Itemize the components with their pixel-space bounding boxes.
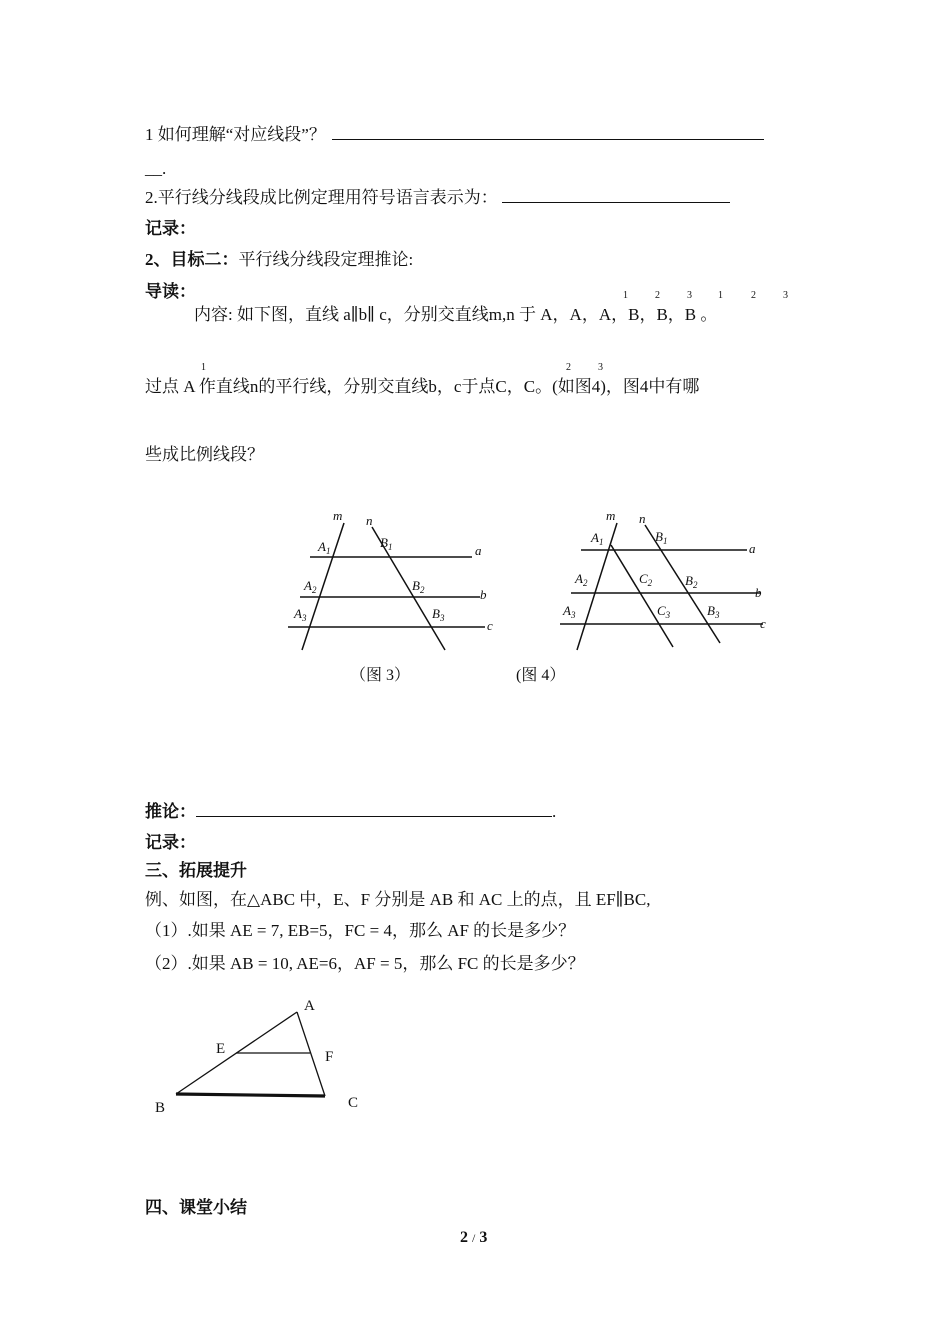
figure-ref: 4 — [591, 377, 601, 396]
label-A: A — [304, 998, 315, 1014]
question-2 — [145, 187, 730, 209]
intersection-points: A，A，A，B，B，B — [540, 305, 697, 324]
label-n: n — [639, 511, 646, 526]
content-mid-2: 的平行线，分别交直线 — [258, 377, 429, 396]
content-line-1 — [194, 304, 717, 326]
line-b: b — [358, 305, 368, 324]
record-label-2: 记录： — [145, 833, 196, 852]
goal-2-label: 2、目标二： — [145, 250, 239, 269]
label-c: c — [487, 618, 493, 633]
subscript: 1 — [201, 362, 206, 373]
content-end-3: 中有哪 — [648, 377, 700, 396]
question-2-blank[interactable] — [502, 187, 730, 203]
line-c: c — [379, 305, 387, 324]
inference-line — [145, 801, 556, 823]
content-line-3: 些成比例线段？ — [145, 445, 264, 464]
label-C2: $C_2$ — [639, 571, 653, 588]
question-1-tail: __. — [145, 159, 167, 178]
label-b: b — [755, 585, 762, 600]
guide-label: 导读： — [145, 282, 196, 301]
line-n: n — [249, 377, 259, 396]
example-question-2: （2）.如果 AB = 10, AE=6，AF = 5，那么 FC 的长是多少？ — [145, 954, 585, 973]
label-B3: $B_3$ — [707, 603, 720, 620]
content-end-1: 。(如图 — [535, 377, 592, 396]
line-a: a — [343, 305, 351, 324]
content-prefix: 内容: 如下图，直线 — [194, 305, 339, 324]
label-B1: $B_1$ — [380, 535, 393, 552]
figure-3 — [280, 505, 510, 655]
goal-2-text: 平行线分线段定理推论: — [238, 250, 414, 269]
example-question-1: （1）.如果 AE = 7, EB=5，FC = 4，那么 AF 的长是多少？ — [145, 921, 576, 940]
question-1-text: 1 如何理解“对应线段”？ — [145, 125, 326, 144]
label-c: c — [760, 616, 766, 631]
subscript: 1 — [718, 290, 723, 301]
label-A2: $A_2$ — [575, 571, 588, 588]
label-C3: $C_3$ — [657, 603, 671, 620]
label-A3: $A_3$ — [563, 603, 576, 620]
label-A1: $A_1$ — [318, 539, 331, 556]
label-A1: $A_1$ — [591, 530, 604, 547]
points-C: C，C — [495, 377, 536, 396]
subscript: 3 — [598, 362, 603, 373]
inference-tail: . — [552, 802, 557, 821]
label-m: m — [333, 508, 343, 523]
label-B1: $B_1$ — [655, 529, 668, 546]
label-n: n — [366, 513, 373, 528]
content-yu: 于 — [519, 305, 537, 324]
content-mid-3: 于点 — [461, 377, 496, 396]
inference-blank[interactable] — [196, 801, 552, 817]
subscript: 2 — [566, 362, 571, 373]
content-prefix-2: 过点 — [145, 377, 179, 396]
label-F: F — [325, 1049, 334, 1065]
label-A3: $A_3$ — [294, 606, 307, 623]
side-BC — [176, 1094, 325, 1096]
label-E: E — [216, 1041, 226, 1057]
question-1 — [145, 124, 764, 146]
subscript: 3 — [783, 290, 788, 301]
example-intro: 例、如图，在△ABC 中，E、F 分别是 AB 和 AC 上的点，且 EF∥BC, — [145, 890, 651, 909]
label-a: a — [475, 543, 482, 558]
subscript: 2 — [751, 290, 756, 301]
label-B: B — [155, 1100, 166, 1116]
label-b: b — [480, 587, 487, 602]
content-end-2: )，图 — [600, 377, 640, 396]
triangle-figure — [145, 990, 375, 1125]
label-A2: $A_2$ — [304, 578, 317, 595]
lines-mn: m,n — [488, 305, 515, 324]
subscript: 1 — [623, 290, 628, 301]
label-B3: $B_3$ — [432, 606, 445, 623]
parallel-symbol: ∥ — [350, 305, 359, 324]
label-a: a — [749, 541, 756, 556]
parallel-symbol: ∥ — [367, 305, 375, 324]
figure-4 — [555, 505, 780, 655]
figure-ref: 4 — [639, 377, 649, 396]
section-3-heading: 三、拓展提升 — [145, 861, 247, 880]
subscript: 3 — [687, 290, 692, 301]
goal-2-heading — [145, 249, 413, 271]
content-mid-1: 作直线 — [198, 377, 250, 396]
inference-label: 推论： — [145, 802, 196, 821]
point-A1: A — [183, 377, 195, 396]
label-m: m — [606, 508, 616, 523]
section-4-heading: 四、课堂小结 — [145, 1198, 247, 1217]
label-C: C — [348, 1095, 359, 1111]
lines-bc: b，c — [428, 377, 462, 396]
page-number — [460, 1229, 487, 1247]
label-B2: $B_2$ — [685, 573, 698, 590]
content-line-2 — [145, 376, 699, 398]
subscript: 2 — [655, 290, 660, 301]
label-B2: $B_2$ — [412, 578, 425, 595]
record-label-1: 记录： — [145, 219, 196, 238]
figure-3-caption: （图 3） — [350, 667, 411, 684]
figure-4-caption: (图 4） — [516, 667, 566, 684]
page-separator: / — [472, 1231, 476, 1245]
question-1-blank[interactable] — [332, 124, 764, 140]
content-mid: ，分别交直线 — [386, 305, 489, 324]
question-2-text: 2.平行线分线段成比例定理用符号语言表示为： — [145, 188, 498, 207]
page-current: 2 — [460, 1229, 468, 1246]
side-AC — [297, 1012, 325, 1096]
page-total: 3 — [479, 1229, 488, 1246]
parallel-line — [611, 545, 673, 647]
content-end: 。 — [700, 305, 718, 324]
